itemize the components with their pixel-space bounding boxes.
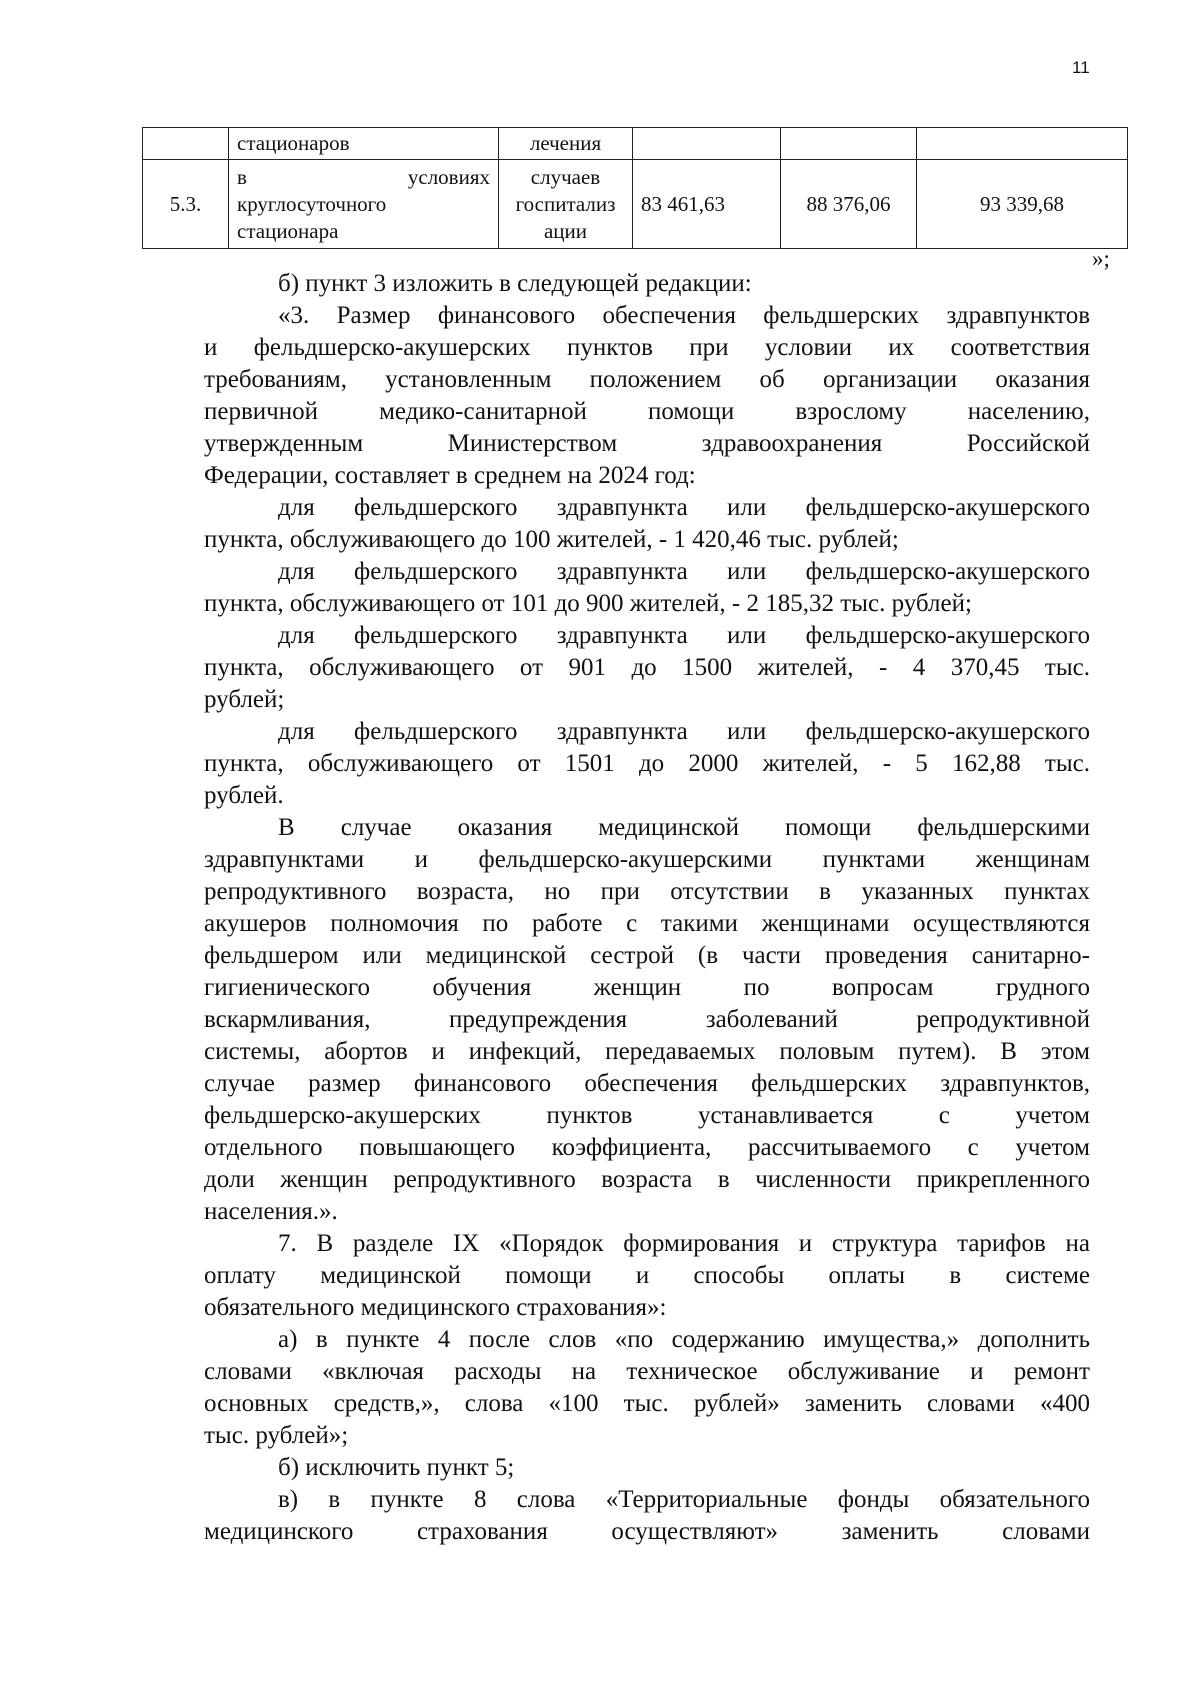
closing-quote-mark: »; — [1092, 246, 1110, 271]
text-line: оплату медицинской помощи и способы оплаты в системе — [204, 1262, 1090, 1289]
unit-cell — [499, 160, 633, 249]
text-line: вскармливания, предупреждения заболеваний репродуктивной — [204, 1006, 1090, 1033]
text-line: акушеров полномочия по работе с такими женщинами осуществляются — [204, 910, 1090, 937]
value-cell-2 — [781, 128, 917, 160]
unit-line: госпитализ — [515, 191, 616, 216]
text-line: пункта, обслуживающего от 1501 до 2000 жителей, - 5 162,88 тыс. — [204, 750, 1090, 777]
text-line: для фельдшерского здравпункта или фельдшерско-акушерского — [278, 718, 1090, 745]
text-line: утвержденным Министерством здравоохранения Российской — [204, 430, 1090, 457]
text-line: первичной медико-санитарной помощи взрослому населению, — [204, 398, 1090, 425]
text-line: «3. Размер финансового обеспечения фельдшерских здравпунктов — [278, 302, 1090, 329]
unit-line: ации — [543, 218, 588, 243]
text-line: обязательного медицинского страхования»: — [204, 1294, 667, 1321]
value-cell-1: 83 461,63 — [633, 160, 781, 249]
text-line: населения.». — [204, 1198, 338, 1225]
care-type-line: круглосуточного — [237, 191, 387, 216]
text-line: фельдшерско-акушерских пунктов устанавливается с учетом — [204, 1102, 1090, 1129]
text-line: пункта, обслуживающего от 901 до 1500 жителей, - 4 370,45 тыс. — [204, 654, 1090, 681]
text-line: гигиенического обучения женщин по вопросам грудного — [204, 974, 1090, 1001]
text-line: доли женщин репродуктивного возраста в численности прикрепленного — [204, 1166, 1090, 1193]
care-type-line: в условиях — [237, 164, 490, 189]
text-line: а) в пункте 4 после слов «по содержанию имущества,» дополнить — [278, 1326, 1090, 1353]
text-line: случае размер финансового обеспечения фельдшерских здравпунктов, — [204, 1070, 1090, 1097]
text-line: медицинского страхования осуществляют» заменить словами — [204, 1518, 1090, 1545]
row-number-cell — [143, 128, 229, 160]
text-line: пункта, обслуживающего до 100 жителей, - 1 420,46 тыс. рублей; — [204, 526, 899, 553]
text-line: словами «включая расходы на техническое обслуживание и ремонт — [204, 1358, 1090, 1385]
care-type-line: стационаров — [237, 131, 350, 155]
text-line: для фельдшерского здравпункта или фельдшерско-акушерского — [278, 558, 1090, 585]
text-line: б) пункт 3 изложить в следующей редакции: — [278, 270, 752, 297]
unit-line: случаев — [530, 164, 601, 189]
table-body — [143, 128, 1128, 249]
text-line: системы, абортов и инфекций, передаваемых половым путем). В этом — [204, 1038, 1090, 1065]
table-row — [143, 128, 1128, 160]
text-line: б) исключить пункт 5; — [278, 1454, 515, 1481]
tariff-table — [142, 127, 1128, 249]
document-body — [204, 268, 1090, 1548]
unit-cell — [499, 128, 633, 160]
text-line: Федерации, составляет в среднем на 2024 год: — [204, 462, 696, 489]
care-type-cell — [229, 160, 499, 249]
unit-line: лечения — [529, 131, 602, 155]
page-number: 11 — [1072, 58, 1090, 77]
text-line: 7. В разделе IX «Порядок формирования и структура тарифов на — [278, 1230, 1090, 1257]
text-line: здравпунктами и фельдшерско-акушерскими пунктами женщинам — [204, 846, 1090, 873]
text-line: В случае оказания медицинской помощи фельдшерскими — [278, 814, 1090, 841]
text-line: репродуктивного возраста, но при отсутствии в указанных пунктах — [204, 878, 1090, 905]
text-line: требованиям, установленным положением об организации оказания — [204, 366, 1090, 393]
text-line: фельдшером или медицинской сестрой (в части проведения санитарно- — [204, 942, 1090, 969]
text-line: основных средств,», слова «100 тыс. рублей» заменить словами «400 — [204, 1390, 1090, 1417]
text-line: тыс. рублей»; — [204, 1422, 349, 1449]
value-cell-3 — [917, 128, 1128, 160]
text-line: в) в пункте 8 слова «Территориальные фонды обязательного — [278, 1486, 1090, 1513]
text-line: отдельного повышающего коэффициента, рассчитываемого с учетом — [204, 1134, 1090, 1161]
text-line: рублей. — [204, 782, 284, 809]
text-line: рублей; — [204, 686, 285, 713]
value-cell-2: 88 376,06 — [781, 160, 917, 249]
text-line: пункта, обслуживающего от 101 до 900 жителей, - 2 185,32 тыс. рублей; — [204, 590, 972, 617]
table-row — [143, 160, 1128, 249]
text-line: для фельдшерского здравпункта или фельдшерско-акушерского — [278, 622, 1090, 649]
row-number-cell: 5.3. — [143, 160, 229, 249]
care-type-line: стационара — [237, 218, 339, 243]
value-cell-3: 93 339,68 — [917, 160, 1128, 249]
value-cell-1 — [633, 128, 781, 160]
text-line: для фельдшерского здравпункта или фельдшерско-акушерского — [278, 494, 1090, 521]
text-line: и фельдшерско-акушерских пунктов при условии их соответствия — [204, 334, 1090, 361]
care-type-cell — [229, 128, 499, 160]
